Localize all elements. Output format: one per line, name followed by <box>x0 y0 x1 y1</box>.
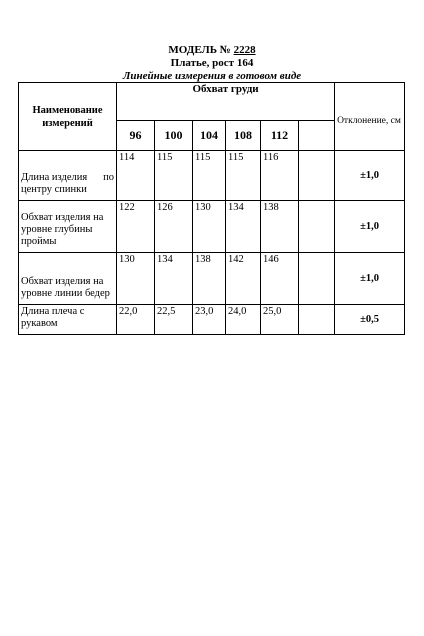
size-cell: 112 <box>261 121 299 151</box>
measurement-value <box>299 253 335 305</box>
deviation-value: ±1,0 <box>335 253 405 305</box>
girth-header: Обхват груди <box>117 83 335 121</box>
measurement-value: 24,0 <box>226 305 261 335</box>
measurement-value: 25,0 <box>261 305 299 335</box>
measurement-value: 138 <box>261 201 299 253</box>
measurement-name: Обхват изделия на уровне глубины проймы <box>19 201 117 253</box>
model-label: МОДЕЛЬ № <box>168 44 231 56</box>
table-row <box>19 201 405 253</box>
measurement-value: 134 <box>155 253 193 305</box>
size-cell: 100 <box>155 121 193 151</box>
measurement-name <box>19 151 117 201</box>
measurements-table <box>18 82 405 335</box>
table-row <box>19 151 405 201</box>
name-column-header: Наименование измерений <box>19 83 117 151</box>
table-header-row <box>19 83 405 121</box>
size-cell <box>299 121 335 151</box>
size-cell: 104 <box>193 121 226 151</box>
table-row <box>19 253 405 305</box>
measurement-value <box>299 151 335 201</box>
measurement-name: Обхват изделия на уровне линии бедер <box>19 253 117 305</box>
measurement-value: 142 <box>226 253 261 305</box>
product-line: Платье, рост 164 <box>170 57 254 69</box>
size-cell: 108 <box>226 121 261 151</box>
measurement-value: 134 <box>226 201 261 253</box>
measurement-value: 115 <box>155 151 193 201</box>
measurement-value: 130 <box>193 201 226 253</box>
deviation-value: ±1,0 <box>335 201 405 253</box>
measurement-value: 115 <box>226 151 261 201</box>
document-subtitle: Линейные измерения в готовом виде <box>122 70 302 82</box>
measurement-value: 23,0 <box>193 305 226 335</box>
deviation-value: ±1,0 <box>335 151 405 201</box>
measurement-value: 126 <box>155 201 193 253</box>
size-cell: 96 <box>117 121 155 151</box>
measurement-value: 114 <box>117 151 155 201</box>
measurement-value: 22,0 <box>117 305 155 335</box>
deviation-value: ±0,5 <box>335 305 405 335</box>
measurement-name-part: центру спинки <box>21 184 87 195</box>
measurement-value: 22,5 <box>155 305 193 335</box>
measurement-name-part: по <box>103 172 114 183</box>
measurement-name-part: Длина изделия <box>21 172 88 183</box>
measurement-value: 146 <box>261 253 299 305</box>
measurement-value <box>299 305 335 335</box>
deviation-column-header: Отклонение, см <box>335 83 405 151</box>
measurement-value: 138 <box>193 253 226 305</box>
measurement-name: Длина плеча с рукавом <box>19 305 117 335</box>
model-title <box>0 44 424 57</box>
measurement-value: 122 <box>117 201 155 253</box>
measurement-value: 115 <box>193 151 226 201</box>
table-row <box>19 305 405 335</box>
model-number: 2228 <box>233 44 256 56</box>
measurement-value <box>299 201 335 253</box>
document-header <box>0 44 424 83</box>
measurement-value: 130 <box>117 253 155 305</box>
measurement-value: 116 <box>261 151 299 201</box>
